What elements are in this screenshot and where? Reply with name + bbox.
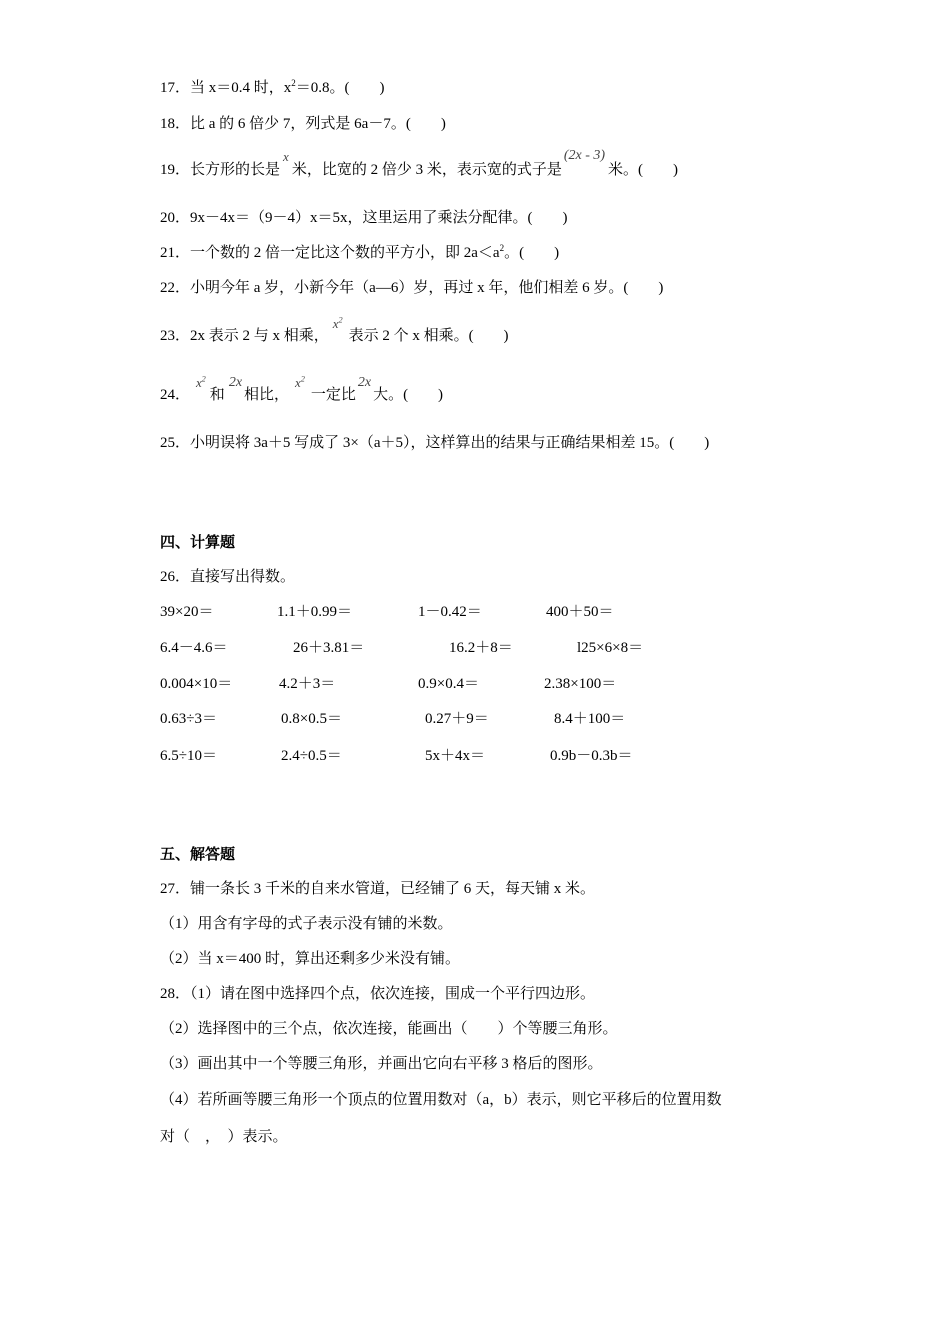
item-text: 表示 2 个 x 相乘。( ): [348, 328, 509, 344]
item-number: 23．: [160, 328, 191, 344]
calc-cell: 0.9b－0.3b＝: [550, 748, 633, 764]
item-text: 和: [209, 387, 225, 403]
superscript: 2: [338, 315, 343, 325]
superscript: 2: [300, 374, 305, 384]
item-text: 大。( ): [373, 387, 444, 403]
question-28-part-4-cont: 对（ ， ）表示。: [160, 1129, 288, 1145]
calc-cell: 1－0.42＝: [418, 604, 482, 620]
math-2x: 2x: [357, 375, 372, 390]
question-28-part-1: 28．（1）请在图中选择四个点，依次连接，围成一个平行四边形。: [160, 986, 596, 1002]
item-number: 24．: [160, 387, 191, 403]
math-x: x: [283, 149, 289, 164]
calc-cell: 1.1＋0.99＝: [277, 604, 353, 620]
calc-cell: 2.38×100＝: [544, 676, 617, 692]
question-28-part-3: （3）画出其中一个等腰三角形，并画出它向右平移 3 格后的图形。: [160, 1056, 603, 1072]
judge-item-19: [160, 148, 679, 181]
math-x-squared: [196, 375, 206, 390]
question-28-part-4: （4）若所画等腰三角形一个顶点的位置用数对（a，b）表示，则它平移后的位置用数: [160, 1092, 722, 1108]
item-number: 17．: [160, 80, 191, 96]
item-number: 21．: [160, 245, 191, 261]
calc-cell: 16.2＋8＝: [449, 640, 513, 656]
judge-item-23: [160, 315, 509, 346]
question-27-part-1: （1）用含有字母的式子表示没有铺的米数。: [160, 916, 453, 932]
judge-item-17: [160, 78, 385, 98]
judge-item-24: [160, 374, 444, 406]
question-27: 27．铺一条长 3 千米的自来水管道，已经铺了 6 天，每天铺 x 米。: [160, 881, 596, 897]
item-text: 长方形的长是: [190, 162, 281, 178]
calc-cell: 6.4－4.6＝: [160, 640, 228, 656]
item-text: 米，比宽的 2 倍少 3 米，表示宽的式子是: [291, 162, 562, 178]
item-text: 小明今年 a 岁，小新今年（a—6）岁，再过 x 年，他们相差 6 岁。( ): [190, 280, 664, 296]
judge-item-25: [160, 433, 709, 453]
section-heading-answer: 五、解答题: [160, 847, 236, 863]
item-text: 相比，: [244, 387, 290, 403]
calc-cell: l25×6×8＝: [577, 640, 644, 656]
item-text: 米。( ): [608, 162, 679, 178]
math-expression: (2x - 3): [563, 148, 606, 163]
question-27-part-2: （2）当 x＝400 时，算出还剩多少米没有铺。: [160, 951, 461, 967]
item-text: 。( ): [504, 245, 560, 261]
question-28-part-2: （2）选择图中的三个点，依次连接，能画出（ ）个等腰三角形。: [160, 1021, 618, 1037]
item-text: 当 x＝0.4 时，x: [190, 80, 292, 96]
calc-cell: 0.9×0.4＝: [418, 676, 479, 692]
judge-item-21: [160, 243, 559, 263]
calc-cell: 8.4＋100＝: [554, 711, 626, 727]
item-text: 小明误将 3a＋5 写成了 3×（a＋5），这样算出的结果与正确结果相差 15。( ): [190, 435, 710, 451]
calc-cell: 39×20＝: [160, 604, 214, 620]
question-26: 26．直接写出得数。: [160, 569, 296, 585]
item-text: 一个数的 2 倍一定比这个数的平方小，即 2a＜a: [190, 245, 500, 261]
section-heading-calculation: 四、计算题: [160, 535, 236, 551]
superscript: 2: [291, 78, 296, 88]
calc-cell: 4.2＋3＝: [279, 676, 336, 692]
calc-cell: 0.63÷3＝: [160, 711, 217, 727]
math-base: x: [295, 375, 301, 390]
judge-item-22: [160, 278, 663, 298]
judge-item-20: [160, 208, 568, 228]
item-number: 22．: [160, 280, 191, 296]
item-text: 比 a 的 6 倍少 7，列式是 6a－7。( ): [190, 116, 446, 132]
item-text: 一定比: [310, 387, 356, 403]
math-x-squared: [295, 375, 305, 390]
math-base: x: [196, 375, 202, 390]
superscript: 2: [499, 243, 505, 253]
calc-cell: 6.5÷10＝: [160, 748, 217, 764]
calc-cell: 5x＋4x＝: [425, 748, 486, 764]
calc-cell: 0.004×10＝: [160, 676, 233, 692]
item-number: 20．: [160, 210, 191, 226]
calc-cell: 400＋50＝: [546, 604, 614, 620]
math-2x: 2x: [228, 375, 243, 390]
item-number: 18．: [160, 116, 191, 132]
item-number: 19．: [160, 162, 191, 178]
judge-item-18: [160, 114, 446, 134]
calc-cell: 0.27＋9＝: [425, 711, 489, 727]
calc-cell: 26＋3.81＝: [293, 640, 365, 656]
math-x-squared: [333, 316, 343, 331]
calc-cell: 2.4÷0.5＝: [281, 748, 342, 764]
item-text: ＝0.8。( ): [295, 80, 385, 96]
item-text: 2x 表示 2 与 x 相乘，: [190, 328, 329, 344]
item-number: 25．: [160, 435, 191, 451]
math-base: x: [332, 316, 339, 331]
item-text: 9x－4x＝（9－4）x＝5x，这里运用了乘法分配律。( ): [190, 210, 568, 226]
calc-cell: 0.8×0.5＝: [281, 711, 342, 727]
superscript: 2: [201, 374, 206, 384]
